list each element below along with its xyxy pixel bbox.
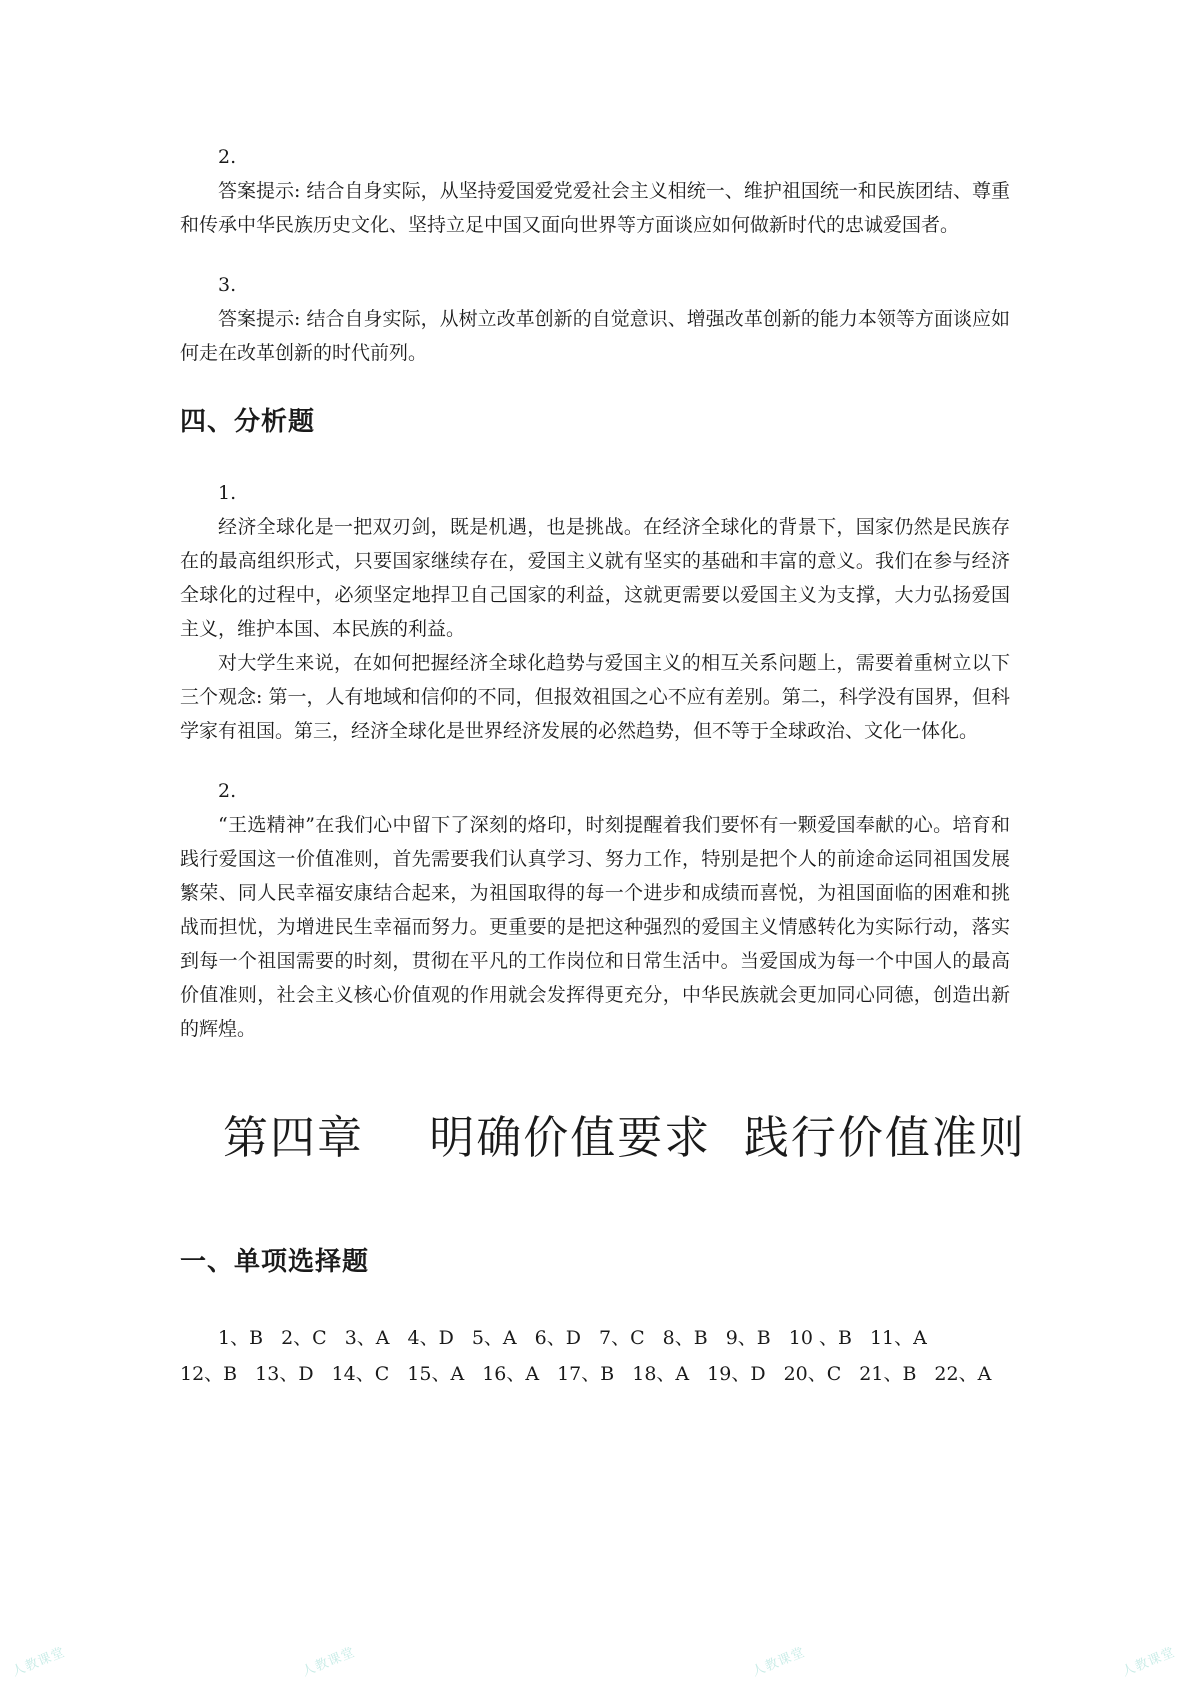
watermark-logo: 人教课堂 <box>749 1644 808 1680</box>
single-choice-heading: 一、单项选择题 <box>180 1247 370 1277</box>
answer-item: 8、B <box>662 1327 708 1349</box>
answer-item: 15、A <box>407 1363 465 1385</box>
answer-item: 3、A <box>344 1327 390 1349</box>
answer-item: 22、A <box>934 1363 992 1385</box>
item-number: 2. <box>218 146 237 168</box>
answer-item: 18、A <box>632 1363 690 1385</box>
answer-item: 7、C <box>598 1327 645 1349</box>
paragraph: “王选精神”在我们心中留下了深刻的烙印，时刻提醒着我们要怀有一颗爱国奉献的心。培育和践行爱国这一价值准则，首先需要我们认真学习、努力工作，特别是把个人的前途命运同祖国发展繁荣、同人民幸福安康结合起来，为祖国取得的每一个进步和成绩而喜悦，为祖国面临的困难和挑战而担忧，为增进民生幸福而努力。更重要的是把这种强烈的爱国主义情感转化为实际行动，落实到每一个祖国需要的时刻，贯彻在平凡的工作岗位和日常生活中。当爱国成为每一个中国人的最高价值准则，社会主义核心价值观的作用就会发挥得更充分，中华民族就会更加同心同德，创造出新的辉煌。 <box>180 814 1010 1040</box>
answer-item: 16、A <box>482 1363 540 1385</box>
item-number: 2. <box>218 780 237 802</box>
answer-item: 17、B <box>557 1363 615 1385</box>
paragraph: 经济全球化是一把双刃剑，既是机遇，也是挑战。在经济全球化的背景下，国家仍然是民族存在的最高组织形式，只要国家继续存在，爱国主义就有坚实的基础和丰富的意义。我们在参与经济全球化的过程中，必须坚定地捍卫自己国家的利益，这就更需要以爱国主义为支撑，大力弘扬爱国主义，维护本国、本民族的利益。 <box>180 516 1010 640</box>
answer-key <box>180 1320 1010 1392</box>
answer-item: 6、D <box>534 1327 581 1349</box>
answer-item: 21、B <box>859 1363 917 1385</box>
paragraph: 对大学生来说，在如何把握经济全球化趋势与爱国主义的相互关系问题上，需要着重树立以下三个观念: 第一，人有地域和信仰的不同，但报效祖国之心不应有差别。第二，科学没有国界，但科学家有祖国。第三，经济全球化是世界经济发展的必然趋势，但不等于全球政治、文化一体化。 <box>180 652 1010 742</box>
document-page <box>180 140 1026 1392</box>
watermark-logo: 人教课堂 <box>299 1644 358 1680</box>
chapter-title: 第四章 明确价值要求 践行价值准则 <box>223 1111 1026 1164</box>
answer-item: 9、B <box>725 1327 771 1349</box>
answer-item: 19、D <box>707 1363 766 1385</box>
answer-item: 10 、B <box>788 1327 852 1349</box>
watermark-logo: 人教课堂 <box>9 1644 68 1680</box>
answer-item: 5、A <box>471 1327 517 1349</box>
answer-item: 14、C <box>331 1363 390 1385</box>
answer-item: 20、C <box>783 1363 842 1385</box>
answer-row-2 <box>180 1356 1010 1392</box>
s3-item-2 <box>180 140 1010 242</box>
item-number: 3. <box>218 274 237 296</box>
answer-item: 11、A <box>869 1327 927 1349</box>
answer-item: 12、B <box>180 1363 238 1385</box>
answer-item: 13、D <box>255 1363 314 1385</box>
analysis-item-1 <box>180 476 1010 748</box>
watermark-logo: 人教课堂 <box>1119 1644 1178 1680</box>
answer-item: 1、B <box>218 1327 264 1349</box>
answer-hint: 答案提示: 结合自身实际，从树立改革创新的自觉意识、增强改革创新的能力本领等方面谈应如何走在改革创新的时代前列。 <box>180 308 1010 364</box>
s3-item-3 <box>180 268 1010 370</box>
analysis-item-2 <box>180 774 1010 1046</box>
item-number: 1. <box>218 482 237 504</box>
answer-hint: 答案提示: 结合自身实际，从坚持爱国爱党爱社会主义相统一、维护祖国统一和民族团结、尊重和传承中华民族历史文化、坚持立足中国又面向世界等方面谈应如何做新时代的忠诚爱国者。 <box>180 180 1010 236</box>
answer-row-1 <box>180 1320 1010 1356</box>
answer-item: 4、D <box>407 1327 454 1349</box>
analysis-heading: 四、分析题 <box>180 407 316 437</box>
answer-item: 2、C <box>281 1327 327 1349</box>
